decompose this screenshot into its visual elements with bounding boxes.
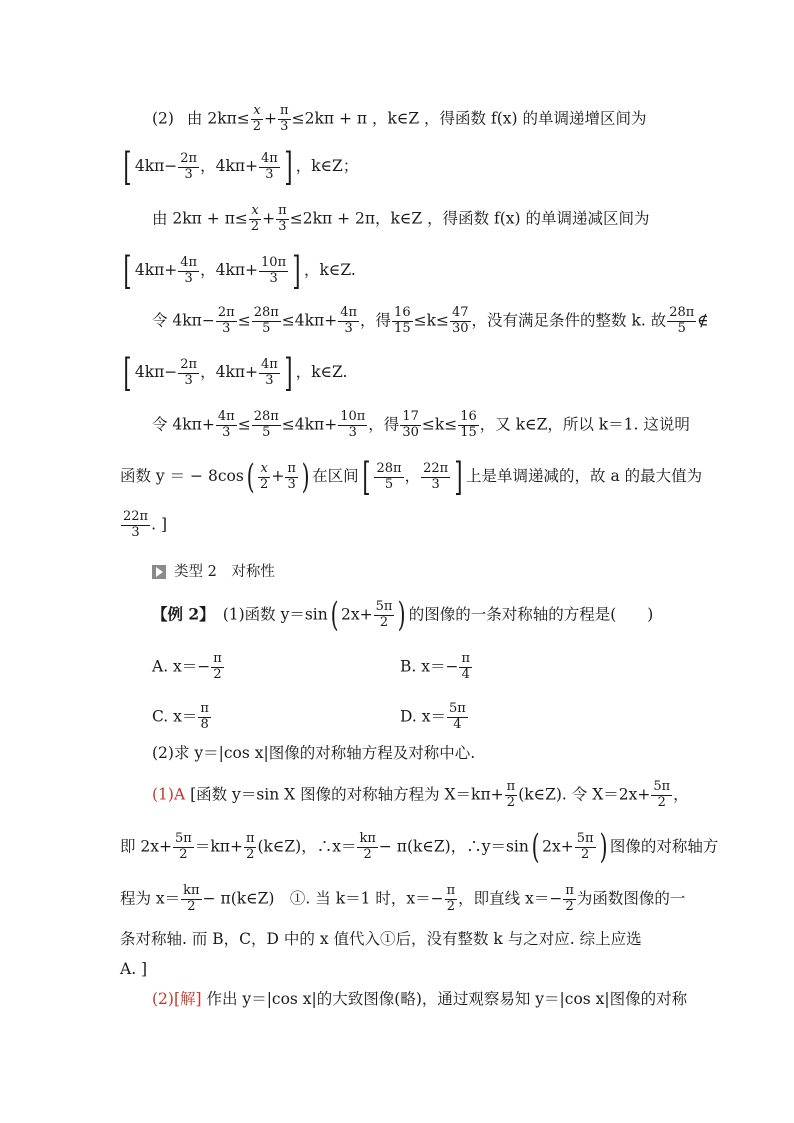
- part-label: (2): [152, 109, 174, 128]
- option-c: C. x＝ $\frac{\pi}{8}$: [152, 701, 209, 732]
- play-icon: [152, 565, 166, 579]
- solution-part-2: (2)[解] 作出 y＝|cos x|的大致图像(略)，通过观察易知 y＝|cos x|图像的对称: [152, 990, 688, 1008]
- interval-decreasing: [ 4kπ+ $\frac{4\pi}{3}$ ，4kπ+ $\frac{10\pi}{3}$ ] ，k∈Z.: [123, 249, 356, 293]
- solution-line-2: 即 2x+ $\frac{5\pi}{2}$ ＝kπ+ $\frac{\pi}{2}$ (k∈Z)，∴x＝ $\frac{k\pi}{2}$ − π(k∈Z)，∴y＝sin( 2x+ $\frac{5\pi}{2}$ ) 图像的对称轴方: [120, 827, 719, 868]
- interval-increasing-2: [ 4kπ− $\frac{2\pi}{3}$ ，4kπ+ $\frac{4\pi}{3}$ ] ，k∈Z.: [123, 351, 348, 395]
- option-b: B. x＝− $\frac{\pi}{4}$: [400, 651, 471, 682]
- option-a: A. x＝− $\frac{\pi}{2}$: [152, 651, 222, 682]
- paragraph-let-1: 令 4kπ− $\frac{2\pi}{3}$ ≤ $\frac{28\pi}{5}$ ≤4kπ+ $\frac{4\pi}{3}$ ，得 $\frac{16}{15}$ ≤k≤ $\frac{47}{30}$ ，没有满足条件的整数 k. 故 $\frac{28\pi}{5}$ ∉: [152, 305, 709, 336]
- fraction: $\frac{\pi}{3}$: [280, 103, 289, 134]
- type-heading: 类型 2 对称性: [152, 560, 275, 581]
- question-2: (2)求 y＝|cos x|图像的对称轴方程及对称中心.: [152, 744, 476, 762]
- fraction: $\frac{x}{2}$: [252, 103, 262, 134]
- solution-line-3: 程为 x＝ $\frac{k\pi}{2}$ − π(k∈Z) ①. 当 k＝1 时，x＝− $\frac{\pi}{2}$ ，即直线 x＝− $\frac{\pi}{2}$ 为函数图像的一: [120, 883, 686, 914]
- paragraph-decreasing-interval: 由 2kπ + π≤ $\frac{x}{2}$ + $\frac{\pi}{3}$ ≤2kπ + 2π，k∈Z ，得函数 f(x) 的单调递减区间为: [152, 203, 650, 234]
- text: 由 2kπ≤: [186, 109, 250, 128]
- interval-increasing: [ 4kπ− $\frac{2\pi}{3}$ ，4kπ+ $\frac{4\pi}{3}$ ] ，k∈Z；: [123, 145, 359, 189]
- paragraph-function-decreasing: 函数 y ＝ − 8cos( $\frac{x}{2}$ + $\frac{\pi}{3}$ ) 在区间[ $\frac{28\pi}{5}$ ， $\frac{22\pi}{3}$ ] 上是单调递减的，故 a 的最大值为: [120, 455, 703, 499]
- text: ≤2kπ + π ，k∈Z ，得函数 f(x) 的单调递增区间为: [291, 109, 647, 128]
- option-d: D. x＝ $\frac{5\pi}{4}$: [400, 701, 466, 732]
- example-question: 【例 2】 (1)函数 y＝sin( 2x+ $\frac{5\pi}{2}$ ) 的图像的一条对称轴的方程是( ): [152, 595, 654, 636]
- solution-line-4: 条对称轴. 而 B，C，D 中的 x 值代入①后，没有整数 k 与之对应. 综上应选: [120, 930, 642, 948]
- solution-line-5: A. ]: [120, 960, 148, 978]
- paragraph-let-2: 令 4kπ+ $\frac{4\pi}{3}$ ≤ $\frac{28\pi}{5}$ ≤4kπ+ $\frac{10\pi}{3}$ ，得 $\frac{17}{30}$ ≤k≤ $\frac{16}{15}$ ，又 k∈Z，所以 k＝1. 这说明: [152, 409, 690, 440]
- solution-line-1: (1)A [函数 y＝sin X 图像的对称轴方程为 X＝kπ+ $\frac{\pi}{2}$ (k∈Z). 令 X＝2x+ $\frac{5\pi}{2}$ ，: [152, 779, 689, 810]
- paragraph-max-value: $\frac{22\pi}{3}$ . ]: [123, 509, 167, 540]
- text: +: [264, 109, 278, 128]
- paragraph-increasing-interval: [152, 104, 712, 135]
